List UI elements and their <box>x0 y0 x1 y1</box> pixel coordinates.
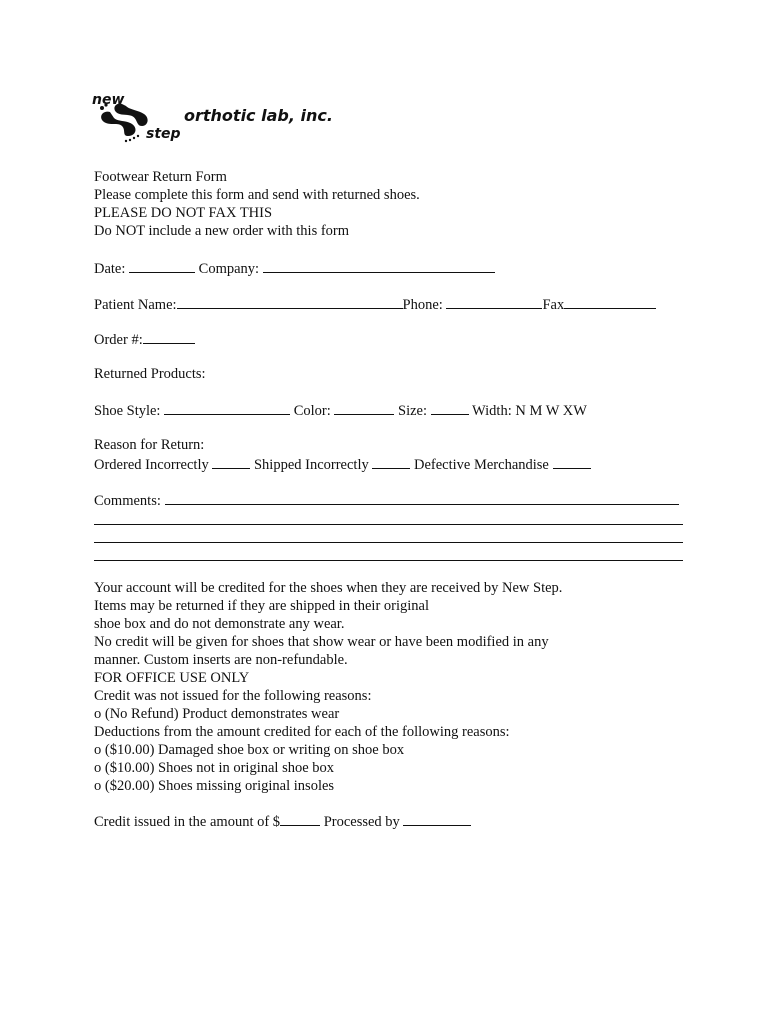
no-refund-option: o (No Refund) Product demonstrates wear <box>94 706 340 722</box>
processed-by-field[interactable] <box>403 811 471 826</box>
patient-row <box>94 294 656 314</box>
reason-label: Reason for Return: <box>94 437 205 453</box>
policy-line: manner. Custom inserts are non-refundable. <box>94 652 348 668</box>
policy-line: No credit will be given for shoes that show wear or have been modified in any <box>94 634 549 650</box>
shoe-style-field[interactable] <box>164 400 290 415</box>
shoe-details-row <box>94 400 587 420</box>
shipped-incorrectly-label: Shipped Incorrectly <box>253 457 369 473</box>
fax-label: Fax <box>542 297 565 313</box>
defective-merchandise-field[interactable] <box>553 454 591 469</box>
defective-merchandise-label: Defective Merchandise <box>414 457 549 473</box>
credit-amount-field[interactable] <box>280 811 320 826</box>
instruction-line: PLEASE DO NOT FAX THIS <box>94 205 273 221</box>
company-label: Company: <box>198 261 260 277</box>
date-company-row <box>94 258 495 278</box>
logo-word-new: new <box>92 92 125 108</box>
comments-line[interactable] <box>94 542 683 543</box>
policy-line: Items may be returned if they are shipped in their original <box>94 598 430 614</box>
order-row <box>94 329 195 349</box>
ordered-incorrectly-label: Ordered Incorrectly <box>94 457 209 473</box>
logo-company-name: orthotic lab, inc. <box>184 106 333 125</box>
credit-amount-label: Credit issued in the amount of $ <box>94 814 281 830</box>
date-label: Date: <box>94 261 126 277</box>
order-number-field[interactable] <box>143 329 195 344</box>
instruction-line: Please complete this form and send with returned shoes. <box>94 187 420 203</box>
policy-line: Credit was not issued for the following reasons: <box>94 688 372 704</box>
company-field[interactable] <box>263 258 495 273</box>
deduction-option: o ($10.00) Shoes not in original shoe box <box>94 760 335 776</box>
color-field[interactable] <box>334 400 394 415</box>
policy-line: shoe box and do not demonstrate any wear. <box>94 616 345 632</box>
office-use-heading: FOR OFFICE USE ONLY <box>94 670 250 686</box>
size-label: Size: <box>398 403 428 419</box>
phone-label: Phone: <box>402 297 443 313</box>
fax-field[interactable] <box>564 294 656 309</box>
reason-options-row <box>94 454 591 474</box>
color-label: Color: <box>293 403 331 419</box>
logo-word-step: step <box>146 126 181 142</box>
width-label[interactable]: Width: N M W XW <box>472 403 587 419</box>
phone-field[interactable] <box>446 294 542 309</box>
comments-row <box>94 490 679 510</box>
comments-label: Comments: <box>94 493 161 509</box>
shipped-incorrectly-field[interactable] <box>372 454 410 469</box>
date-field[interactable] <box>129 258 195 273</box>
credit-row <box>94 811 471 831</box>
instruction-line: Do NOT include a new order with this form <box>94 223 350 239</box>
order-number-label: Order #: <box>94 332 143 348</box>
company-logo <box>88 92 368 148</box>
returned-products-label: Returned Products: <box>94 366 206 382</box>
policy-line: Your account will be credited for the shoes when they are received by New Step. <box>94 580 563 596</box>
policy-line: Deductions from the amount credited for each of the following reasons: <box>94 724 510 740</box>
comments-line[interactable] <box>94 560 683 561</box>
shoe-style-label: Shoe Style: <box>94 403 161 419</box>
processed-by-label: Processed by <box>323 814 400 830</box>
deduction-option: o ($10.00) Damaged shoe box or writing on shoe box <box>94 742 405 758</box>
comments-line[interactable] <box>94 524 683 525</box>
deduction-option: o ($20.00) Shoes missing original insoles <box>94 778 335 794</box>
size-field[interactable] <box>431 400 469 415</box>
patient-name-label: Patient Name: <box>94 297 177 313</box>
ordered-incorrectly-field[interactable] <box>212 454 250 469</box>
patient-name-field[interactable] <box>177 294 403 309</box>
return-policy <box>94 579 562 795</box>
form-header <box>94 168 420 240</box>
form-title: Footwear Return Form <box>94 169 227 185</box>
comments-field[interactable] <box>165 490 679 505</box>
